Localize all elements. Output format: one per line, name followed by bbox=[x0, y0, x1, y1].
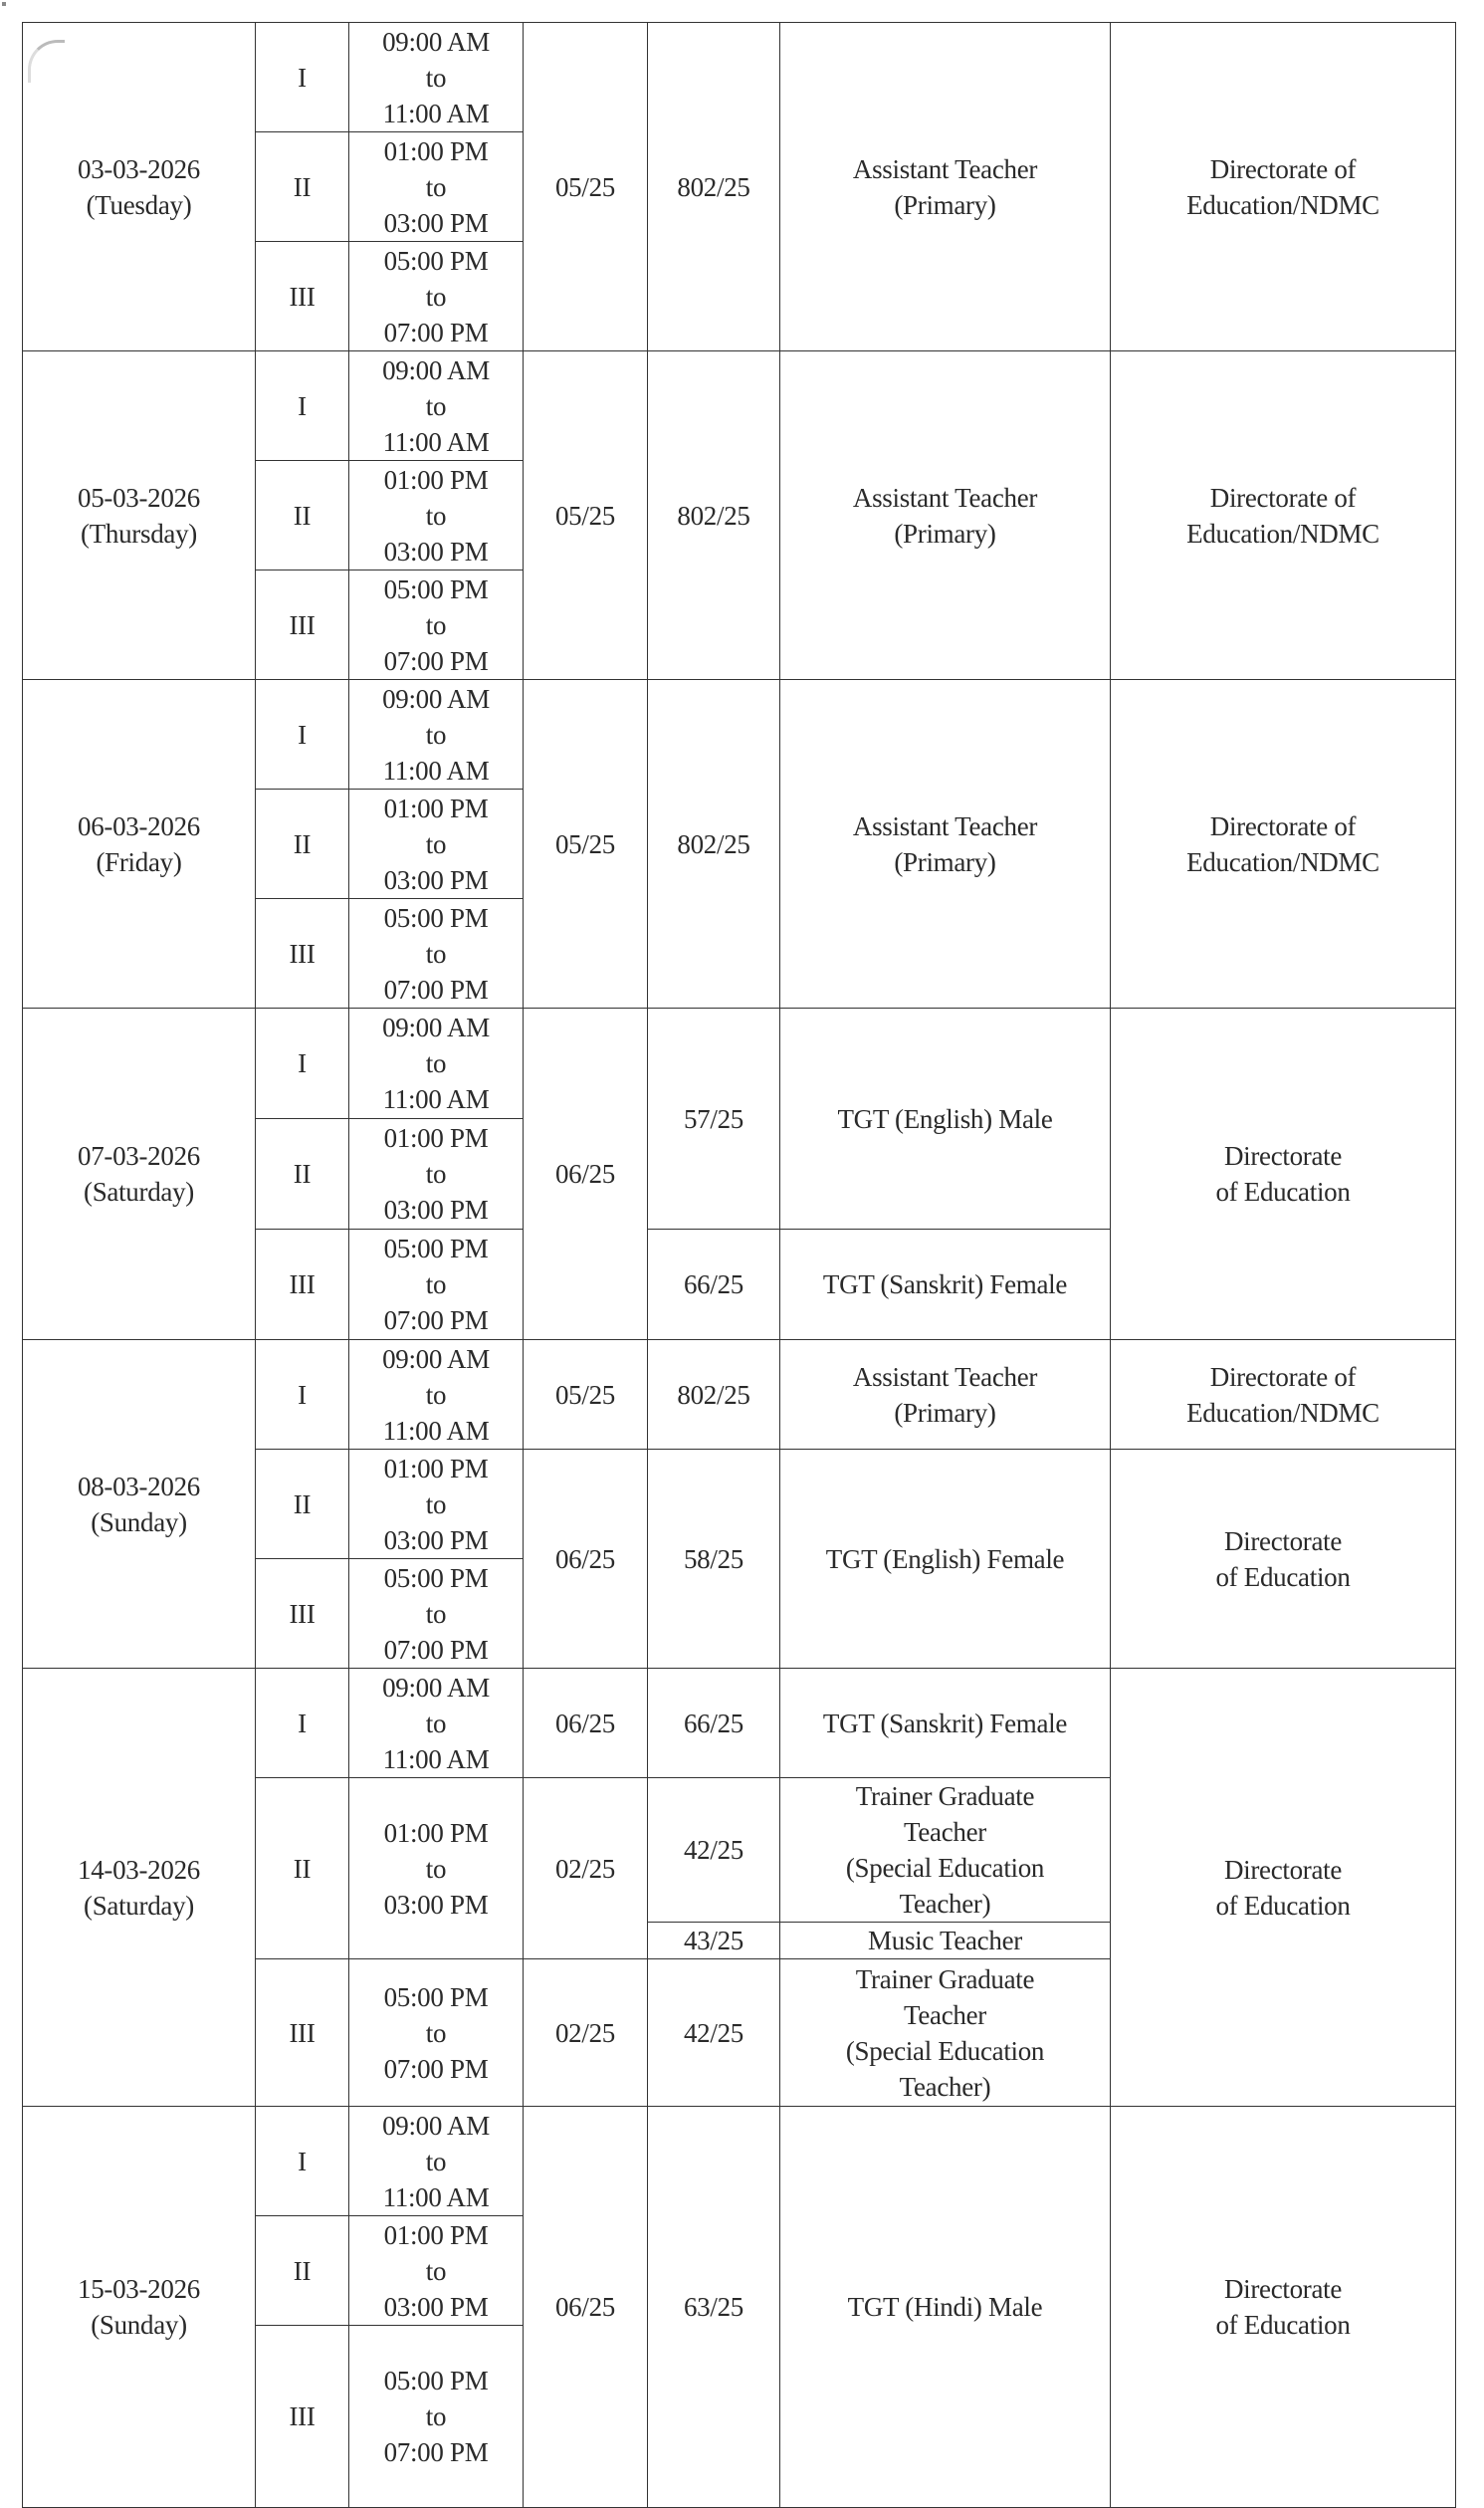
shift-cell: II bbox=[256, 461, 349, 570]
date-cell bbox=[23, 680, 256, 1009]
department-line: of Education bbox=[1215, 2310, 1351, 2340]
shift-cell: II bbox=[256, 1119, 349, 1230]
weekday-text: (Tuesday) bbox=[86, 189, 192, 220]
time-cell bbox=[349, 132, 524, 242]
department-line: Directorate of bbox=[1209, 153, 1357, 184]
shift-cell: I bbox=[256, 23, 349, 132]
time-to: 03:00 PM bbox=[383, 1889, 489, 1920]
table-row bbox=[23, 680, 1456, 790]
post-name-line: (Primary) bbox=[894, 189, 996, 220]
exam-schedule-table bbox=[22, 22, 1456, 2508]
time-from: 09:00 AM bbox=[382, 2110, 490, 2141]
time-to: 07:00 PM bbox=[383, 2437, 489, 2467]
time-from: 05:00 PM bbox=[383, 902, 489, 933]
time-to: 03:00 PM bbox=[383, 1524, 489, 1555]
date-text: 15-03-2026 bbox=[78, 2274, 200, 2304]
department-line: Education/NDMC bbox=[1186, 1397, 1379, 1428]
department-line: of Education bbox=[1215, 1561, 1351, 1592]
advt-no-cell: 06/25 bbox=[524, 2107, 648, 2508]
shift-cell: II bbox=[256, 1778, 349, 1959]
post-name-line: (Primary) bbox=[894, 518, 996, 549]
time-cell bbox=[349, 1119, 524, 1230]
time-from: 01:00 PM bbox=[383, 793, 489, 823]
time-cell bbox=[349, 1230, 524, 1340]
time-from: 05:00 PM bbox=[383, 1234, 489, 1263]
time-to: 07:00 PM bbox=[383, 645, 489, 676]
shift-cell: I bbox=[256, 1340, 349, 1450]
post-name-line: (Primary) bbox=[894, 1397, 996, 1428]
department-cell bbox=[1111, 351, 1456, 680]
time-to-word: to bbox=[425, 1379, 447, 1410]
department-line: Directorate of bbox=[1209, 482, 1357, 513]
department-cell bbox=[1111, 2107, 1456, 2508]
table-row bbox=[23, 1669, 1456, 1778]
department-line: Directorate of bbox=[1209, 1361, 1357, 1392]
time-to: 11:00 AM bbox=[382, 1415, 490, 1446]
department-line: of Education bbox=[1215, 1890, 1351, 1921]
weekday-text: (Saturday) bbox=[84, 1177, 194, 1207]
department-cell bbox=[1111, 23, 1456, 351]
post-name-cell bbox=[780, 1340, 1111, 1450]
department-line: Directorate bbox=[1223, 1525, 1343, 1556]
time-to: 11:00 AM bbox=[382, 755, 490, 786]
time-to-word: to bbox=[425, 1048, 447, 1078]
time-to-word: to bbox=[425, 1488, 447, 1519]
date-text: 05-03-2026 bbox=[78, 482, 200, 513]
post-name-cell bbox=[780, 1959, 1111, 2107]
shift-cell: III bbox=[256, 242, 349, 351]
department-cell bbox=[1111, 1450, 1456, 1669]
scan-artifact bbox=[2, 2, 6, 6]
weekday-text: (Thursday) bbox=[81, 518, 197, 549]
time-to: 03:00 PM bbox=[383, 2291, 489, 2322]
shift-cell: I bbox=[256, 2107, 349, 2216]
time-from: 09:00 AM bbox=[382, 1013, 490, 1042]
post-code-cell: 42/25 bbox=[648, 1778, 780, 1923]
time-cell bbox=[349, 570, 524, 680]
time-cell bbox=[349, 1959, 524, 2107]
time-cell bbox=[349, 899, 524, 1009]
post-code-cell: 57/25 bbox=[648, 1009, 780, 1230]
time-to-word: to bbox=[425, 62, 447, 93]
post-code-cell: 802/25 bbox=[648, 23, 780, 351]
time-from: 05:00 PM bbox=[383, 2366, 489, 2395]
date-cell bbox=[23, 1340, 256, 1669]
time-from: 01:00 PM bbox=[383, 464, 489, 495]
time-from: 05:00 PM bbox=[383, 1981, 489, 2012]
time-from: 09:00 AM bbox=[382, 683, 490, 714]
shift-cell: I bbox=[256, 351, 349, 461]
post-code-cell: 802/25 bbox=[648, 351, 780, 680]
weekday-text: (Sunday) bbox=[91, 2310, 187, 2340]
date-text: 14-03-2026 bbox=[78, 1854, 200, 1885]
time-to: 11:00 AM bbox=[382, 426, 490, 457]
post-name-cell bbox=[780, 23, 1111, 351]
post-name-cell: TGT (English) Female bbox=[780, 1450, 1111, 1669]
department-line: Directorate bbox=[1223, 2274, 1343, 2304]
post-code-cell: 66/25 bbox=[648, 1230, 780, 1340]
department-line: Education/NDMC bbox=[1186, 518, 1379, 549]
time-to: 07:00 PM bbox=[383, 974, 489, 1005]
weekday-text: (Sunday) bbox=[91, 1506, 187, 1537]
time-to-word: to bbox=[425, 938, 447, 969]
post-name-cell: TGT (Sanskrit) Female bbox=[780, 1230, 1111, 1340]
shift-cell: III bbox=[256, 1559, 349, 1669]
shift-cell: III bbox=[256, 570, 349, 680]
post-name-line: Teacher bbox=[904, 1999, 986, 2030]
time-from: 09:00 AM bbox=[382, 1672, 490, 1703]
shift-cell: III bbox=[256, 1230, 349, 1340]
time-cell bbox=[349, 242, 524, 351]
time-to: 03:00 PM bbox=[383, 1195, 489, 1225]
weekday-text: (Saturday) bbox=[84, 1890, 194, 1921]
post-name-line: Assistant Teacher bbox=[852, 153, 1038, 184]
time-to-word: to bbox=[425, 2255, 447, 2286]
time-to: 11:00 AM bbox=[382, 1084, 490, 1114]
post-code-cell: 802/25 bbox=[648, 1340, 780, 1450]
post-name-cell: TGT (Hindi) Male bbox=[780, 2107, 1111, 2508]
time-cell bbox=[349, 680, 524, 790]
post-name-line: Assistant Teacher bbox=[852, 810, 1038, 841]
time-to-word: to bbox=[425, 719, 447, 750]
time-to-word: to bbox=[425, 828, 447, 859]
time-cell bbox=[349, 2326, 524, 2508]
post-name-line: (Primary) bbox=[894, 846, 996, 877]
date-cell bbox=[23, 23, 256, 351]
department-line: Education/NDMC bbox=[1186, 846, 1379, 877]
time-cell bbox=[349, 2107, 524, 2216]
time-to: 07:00 PM bbox=[383, 1634, 489, 1665]
date-cell bbox=[23, 1009, 256, 1340]
post-code-cell: 42/25 bbox=[648, 1959, 780, 2107]
department-line: of Education bbox=[1215, 1177, 1351, 1207]
time-cell bbox=[349, 461, 524, 570]
post-name-line: Teacher) bbox=[899, 1889, 991, 1919]
time-to-word: to bbox=[425, 171, 447, 202]
time-to-word: to bbox=[425, 390, 447, 421]
department-cell bbox=[1111, 1669, 1456, 2107]
department-cell bbox=[1111, 1009, 1456, 1340]
table-row bbox=[23, 23, 1456, 132]
advt-no-cell: 06/25 bbox=[524, 1669, 648, 1778]
post-name-cell bbox=[780, 351, 1111, 680]
time-to: 11:00 AM bbox=[382, 1743, 490, 1774]
time-from: 05:00 PM bbox=[383, 245, 489, 276]
weekday-text: (Friday) bbox=[96, 846, 182, 877]
shift-cell: II bbox=[256, 1450, 349, 1559]
time-cell bbox=[349, 351, 524, 461]
post-name-line: Assistant Teacher bbox=[852, 1361, 1038, 1392]
time-from: 01:00 PM bbox=[383, 135, 489, 166]
time-cell bbox=[349, 1450, 524, 1559]
date-cell bbox=[23, 1669, 256, 2107]
post-name-line: Trainer Graduate bbox=[855, 1781, 1035, 1811]
table-row bbox=[23, 1340, 1456, 1450]
advt-no-cell: 06/25 bbox=[524, 1450, 648, 1669]
post-code-cell: 43/25 bbox=[648, 1923, 780, 1959]
post-name-line: Teacher) bbox=[899, 2071, 991, 2102]
time-from: 05:00 PM bbox=[383, 573, 489, 604]
post-name-line: (Special Education bbox=[845, 1853, 1045, 1883]
shift-cell: I bbox=[256, 680, 349, 790]
shift-cell: III bbox=[256, 2326, 349, 2508]
shift-cell: II bbox=[256, 2216, 349, 2326]
time-to-word: to bbox=[425, 1708, 447, 1738]
date-text: 08-03-2026 bbox=[78, 1471, 200, 1501]
post-name-line: Teacher bbox=[904, 1817, 986, 1847]
table-row bbox=[23, 351, 1456, 461]
department-line: Education/NDMC bbox=[1186, 189, 1379, 220]
time-cell bbox=[349, 1340, 524, 1450]
post-name-cell: TGT (Sanskrit) Female bbox=[780, 1669, 1111, 1778]
time-cell bbox=[349, 790, 524, 899]
post-name-cell bbox=[780, 680, 1111, 1009]
department-line: Directorate bbox=[1223, 1854, 1343, 1885]
time-from: 01:00 PM bbox=[383, 1817, 489, 1848]
advt-no-cell: 02/25 bbox=[524, 1778, 648, 1959]
time-to: 07:00 PM bbox=[383, 317, 489, 347]
time-from: 09:00 AM bbox=[382, 26, 490, 57]
time-cell bbox=[349, 1778, 524, 1959]
time-from: 05:00 PM bbox=[383, 1562, 489, 1593]
time-to-word: to bbox=[425, 281, 447, 312]
date-text: 07-03-2026 bbox=[78, 1141, 200, 1171]
post-name-cell: Music Teacher bbox=[780, 1923, 1111, 1959]
advt-no-cell: 05/25 bbox=[524, 680, 648, 1009]
department-cell bbox=[1111, 1340, 1456, 1450]
shift-cell: II bbox=[256, 132, 349, 242]
time-to-word: to bbox=[425, 1159, 447, 1189]
table-row bbox=[23, 1009, 1456, 1119]
time-cell bbox=[349, 1669, 524, 1778]
post-name-line: (Special Education bbox=[845, 2035, 1045, 2066]
time-from: 01:00 PM bbox=[383, 1123, 489, 1153]
time-to: 11:00 AM bbox=[382, 2181, 490, 2212]
time-to-word: to bbox=[425, 500, 447, 531]
advt-no-cell: 05/25 bbox=[524, 23, 648, 351]
time-from: 09:00 AM bbox=[382, 354, 490, 385]
time-from: 01:00 PM bbox=[383, 2219, 489, 2250]
department-line: Directorate of bbox=[1209, 810, 1357, 841]
time-cell bbox=[349, 2216, 524, 2326]
date-cell bbox=[23, 2107, 256, 2508]
time-to: 03:00 PM bbox=[383, 864, 489, 895]
time-to: 03:00 PM bbox=[383, 536, 489, 567]
time-to: 07:00 PM bbox=[383, 1305, 489, 1335]
shift-cell: III bbox=[256, 1959, 349, 2107]
date-cell bbox=[23, 351, 256, 680]
time-to-word: to bbox=[425, 1269, 447, 1299]
time-from: 09:00 AM bbox=[382, 1343, 490, 1374]
shift-cell: I bbox=[256, 1009, 349, 1119]
shift-cell: III bbox=[256, 899, 349, 1009]
time-cell bbox=[349, 1009, 524, 1119]
time-cell bbox=[349, 1559, 524, 1669]
shift-cell: II bbox=[256, 790, 349, 899]
table-row bbox=[23, 2107, 1456, 2216]
advt-no-cell: 05/25 bbox=[524, 351, 648, 680]
post-code-cell: 63/25 bbox=[648, 2107, 780, 2508]
advt-no-cell: 05/25 bbox=[524, 1340, 648, 1450]
time-to-word: to bbox=[425, 1598, 447, 1629]
department-line: Directorate bbox=[1223, 1141, 1343, 1171]
date-text: 06-03-2026 bbox=[78, 810, 200, 841]
advt-no-cell: 06/25 bbox=[524, 1009, 648, 1340]
time-cell bbox=[349, 23, 524, 132]
department-cell bbox=[1111, 680, 1456, 1009]
time-to: 11:00 AM bbox=[382, 98, 490, 128]
date-text: 03-03-2026 bbox=[78, 153, 200, 184]
time-to: 07:00 PM bbox=[383, 2053, 489, 2084]
post-name-cell bbox=[780, 1778, 1111, 1923]
time-to-word: to bbox=[425, 2017, 447, 2048]
time-to-word: to bbox=[425, 1853, 447, 1884]
post-code-cell: 802/25 bbox=[648, 680, 780, 1009]
time-to-word: to bbox=[425, 609, 447, 640]
post-name-line: Trainer Graduate bbox=[855, 1963, 1035, 1994]
post-name-cell: TGT (English) Male bbox=[780, 1009, 1111, 1230]
post-code-cell: 58/25 bbox=[648, 1450, 780, 1669]
time-to: 03:00 PM bbox=[383, 207, 489, 238]
advt-no-cell: 02/25 bbox=[524, 1959, 648, 2107]
time-to-word: to bbox=[425, 2401, 447, 2431]
time-to-word: to bbox=[425, 2146, 447, 2176]
post-code-cell: 66/25 bbox=[648, 1669, 780, 1778]
shift-cell: I bbox=[256, 1669, 349, 1778]
time-from: 01:00 PM bbox=[383, 1453, 489, 1483]
post-name-line: Assistant Teacher bbox=[852, 482, 1038, 513]
